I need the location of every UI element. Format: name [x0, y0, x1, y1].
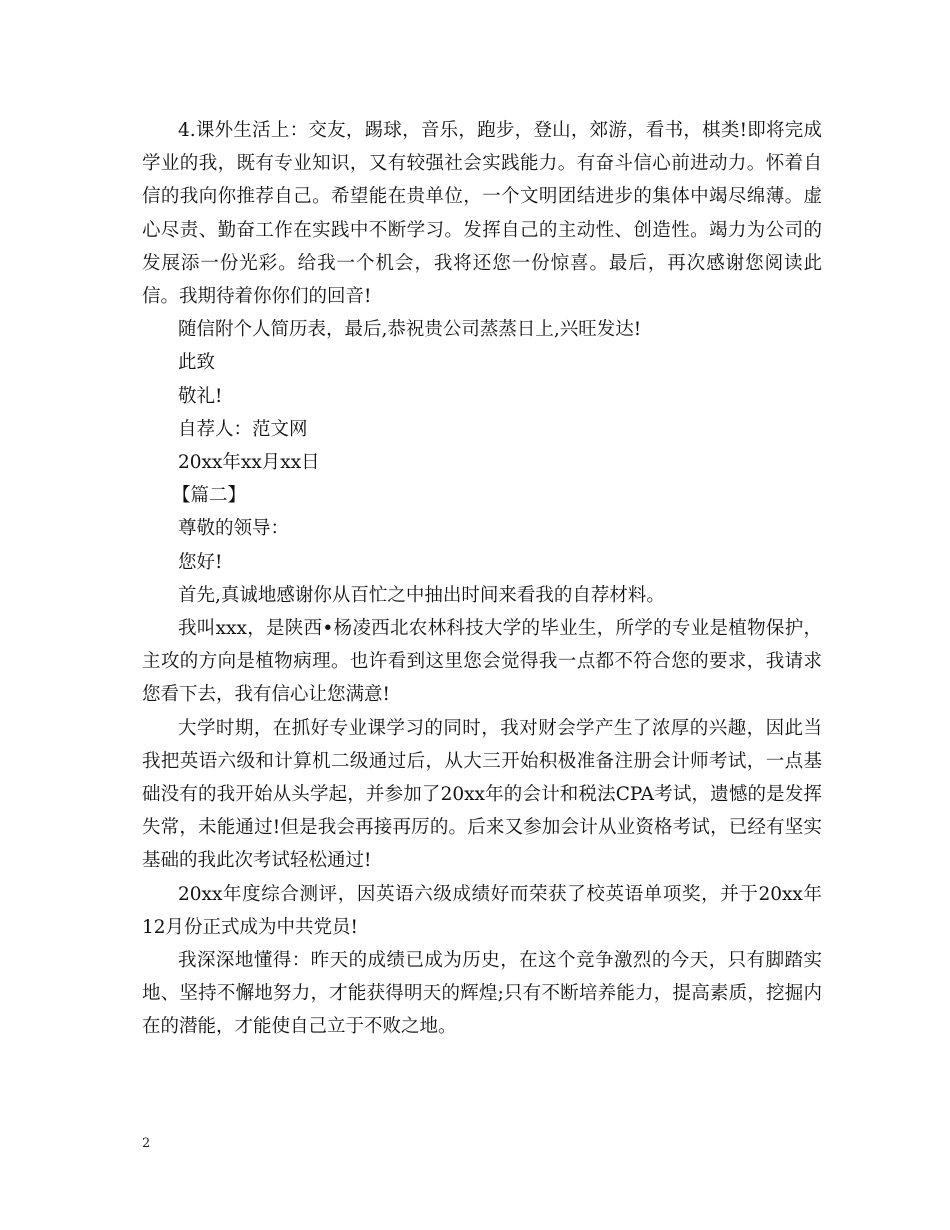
paragraph-conclusion: 我深深地懂得：昨天的成绩已成为历史，在这个竞争激烈的今天，只有脚踏实地、坚持不懈地努力，才能获得明天的辉煌;只有不断培养能力，提高素质，挖掘内在的潜能，才能使自己立于不败之地。 [142, 950, 822, 1038]
paragraph-signature: 自荐人：范文网 [178, 418, 308, 440]
paragraph-date: 20xx年xx月xx日 [178, 452, 320, 474]
paragraph-resume-attached: 随信附个人简历表，最后,恭祝贵公司蒸蒸日上,兴旺发达! [178, 319, 642, 341]
paragraph-hobbies: 4.课外生活上：交友，踢球，音乐，跑步，登山，郊游，看书，棋类!即将完成学业的我，既有专业知识，又有较强社会实践能力。有奋斗信心前进动力。怀着自信的我向你推荐自己。希望能在贵单位，一个文明团结进步的集体中竭尽绵薄。虚心尽责、勤奋工作在实践中不断学习。发挥自己的主动性、创造性。竭力为公司的发展添一份光彩。给我一个机会，我将还您一份惊喜。最后，再次感谢您阅读此信。我期待着你你们的回音! [142, 120, 822, 308]
section-heading: 【篇二】 [172, 485, 247, 507]
paragraph-salute: 敬礼! [178, 385, 223, 407]
paragraph-thanks: 首先,真诚地感谢你从百忙之中抽出时间来看我的自荐材料。 [178, 584, 665, 606]
document-body [142, 114, 822, 1044]
paragraph-hello: 您好! [178, 551, 223, 573]
paragraph-closing: 此致 [178, 352, 216, 374]
paragraph-greeting: 尊敬的领导： [178, 518, 290, 540]
paragraph-university: 大学时期，在抓好专业课学习的同时，我对财会学产生了浓厚的兴趣，因此当我把英语六级和计算机二级通过后，从大三开始积极准备注册会计师考试，一点基础没有的我开始从头学起，并参加了20xx年的会计和税法CPA考试，遗憾的是发挥失常，未能通过!但是我会再接再厉的。后来又参加会计从业资格考试，已经有坚实基础的我此次考试轻松通过! [142, 717, 822, 872]
paragraph-introduction: 我叫xxx，是陕西•杨凌西北农林科技大学的毕业生，所学的专业是植物保护，主攻的方向是植物病理。也许看到这里您会觉得我一点都不符合您的要求，我请求您看下去，我有信心让您满意! [142, 618, 822, 706]
paragraph-awards: 20xx年度综合测评，因英语六级成绩好而荣获了校英语单项奖，并于20xx年12月份正式成为中共党员! [142, 883, 822, 938]
page-number: 2 [142, 1136, 151, 1151]
